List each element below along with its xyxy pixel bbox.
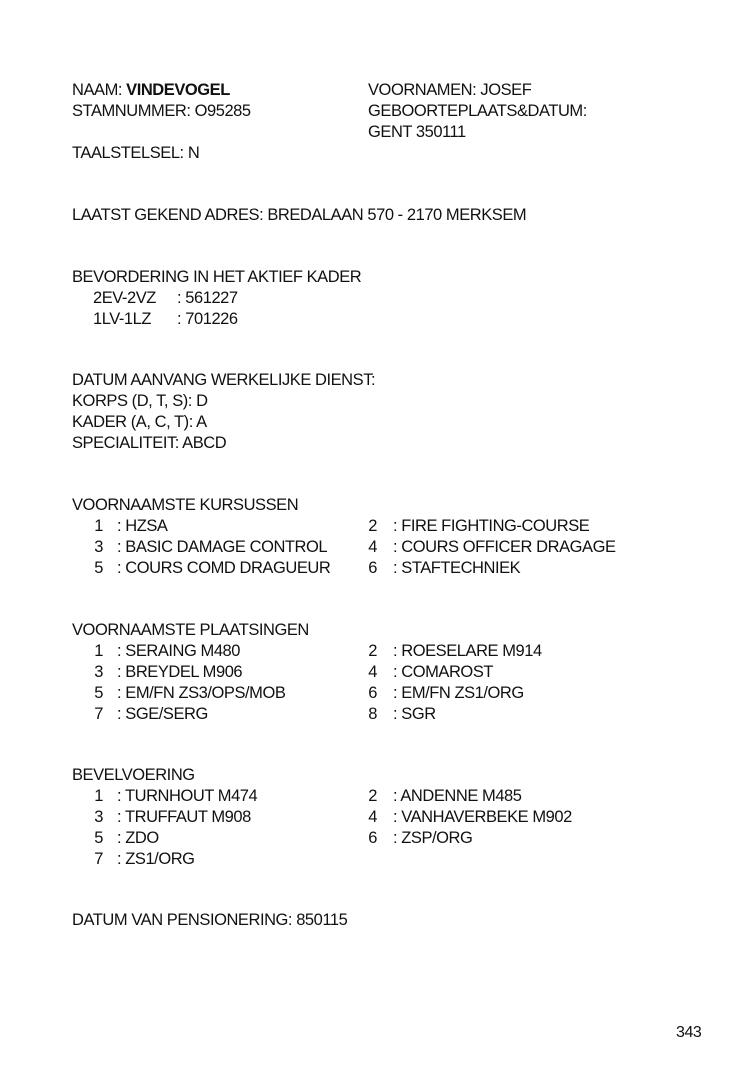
list-number: 1 <box>94 787 103 805</box>
list-item: : ZDO <box>117 829 159 847</box>
bevelvoering-title: BEVELVOERING <box>72 766 195 784</box>
list-item: : STAFTECHNIEK <box>393 559 521 577</box>
list-item: : EM/FN ZS1/ORG <box>393 684 524 702</box>
list-item: : COURS OFFICER DRAGAGE <box>393 538 616 556</box>
page-number: 343 <box>676 1024 702 1041</box>
bevordering-title: BEVORDERING IN HET AKTIEF KADER <box>72 268 362 286</box>
list-item: : COMAROST <box>393 663 494 681</box>
list-item: : SERAING M480 <box>117 642 240 660</box>
list-number: 6 <box>368 559 377 577</box>
naam-value: VINDEVOGEL <box>126 81 230 99</box>
list-item: : BASIC DAMAGE CONTROL <box>117 538 328 556</box>
list-item: : ZS1/ORG <box>117 850 195 868</box>
list-number: 2 <box>368 787 377 805</box>
list-number: 6 <box>368 684 377 702</box>
bevordering-date: : 561227 <box>177 289 238 307</box>
list-number: 4 <box>368 538 377 556</box>
list-item: : SGE/SERG <box>117 705 208 723</box>
list-item: : HZSA <box>117 517 168 535</box>
stamnummer-line: STAMNUMMER: O95285 <box>72 102 251 120</box>
list-number: 5 <box>94 829 103 847</box>
list-item: : SGR <box>393 705 436 723</box>
list-item: : COURS COMD DRAGUEUR <box>117 559 331 577</box>
voornamen-line: VOORNAMEN: JOSEF <box>368 81 532 99</box>
plaatsingen-title: VOORNAAMSTE PLAATSINGEN <box>72 621 309 639</box>
list-number: 4 <box>368 663 377 681</box>
korps-line: KORPS (D, T, S): D <box>72 392 208 410</box>
list-item: : BREYDEL M906 <box>117 663 243 681</box>
list-item: : ANDENNE M485 <box>393 787 522 805</box>
list-number: 1 <box>94 642 103 660</box>
pensionering-line: DATUM VAN PENSIONERING: 850115 <box>72 911 348 929</box>
specialiteit-line: SPECIALITEIT: ABCD <box>72 434 227 452</box>
geboorte-value: GENT 350111 <box>368 123 466 141</box>
list-number: 7 <box>94 705 103 723</box>
list-item: : TURNHOUT M474 <box>117 787 258 805</box>
list-item: : EM/FN ZS3/OPS/MOB <box>117 684 286 702</box>
list-number: 7 <box>94 850 103 868</box>
datum-aanvang-line: DATUM AANVANG WERKELIJKE DIENST: <box>72 371 376 389</box>
list-item: : TRUFFAUT M908 <box>117 808 251 826</box>
bevordering-rank: 1LV-1LZ <box>93 310 151 328</box>
list-number: 5 <box>94 559 103 577</box>
list-number: 3 <box>94 538 103 556</box>
list-number: 6 <box>368 829 377 847</box>
taalstelsel-line: TAALSTELSEL: N <box>72 144 200 162</box>
kursussen-title: VOORNAAMSTE KURSUSSEN <box>72 496 299 514</box>
list-number: 8 <box>368 705 377 723</box>
kader-line: KADER (A, C, T): A <box>72 413 207 431</box>
adres-line: LAATST GEKEND ADRES: BREDALAAN 570 - 2170 MERKSEM <box>72 206 527 224</box>
list-item: : FIRE FIGHTING-COURSE <box>393 517 590 535</box>
list-number: 4 <box>368 808 377 826</box>
list-number: 2 <box>368 642 377 660</box>
bevordering-date: : 701226 <box>177 310 238 328</box>
list-number: 1 <box>94 517 103 535</box>
naam-line <box>72 80 230 101</box>
list-number: 3 <box>94 808 103 826</box>
list-number: 3 <box>94 663 103 681</box>
naam-label: NAAM: <box>72 81 123 99</box>
bevordering-rank: 2EV-2VZ <box>93 289 156 307</box>
list-number: 5 <box>94 684 103 702</box>
list-item: : ROESELARE M914 <box>393 642 542 660</box>
list-number: 2 <box>368 517 377 535</box>
list-item: : VANHAVERBEKE M902 <box>393 808 572 826</box>
list-item: : ZSP/ORG <box>393 829 473 847</box>
geboorte-label: GEBOORTEPLAATS&DATUM: <box>368 102 587 120</box>
